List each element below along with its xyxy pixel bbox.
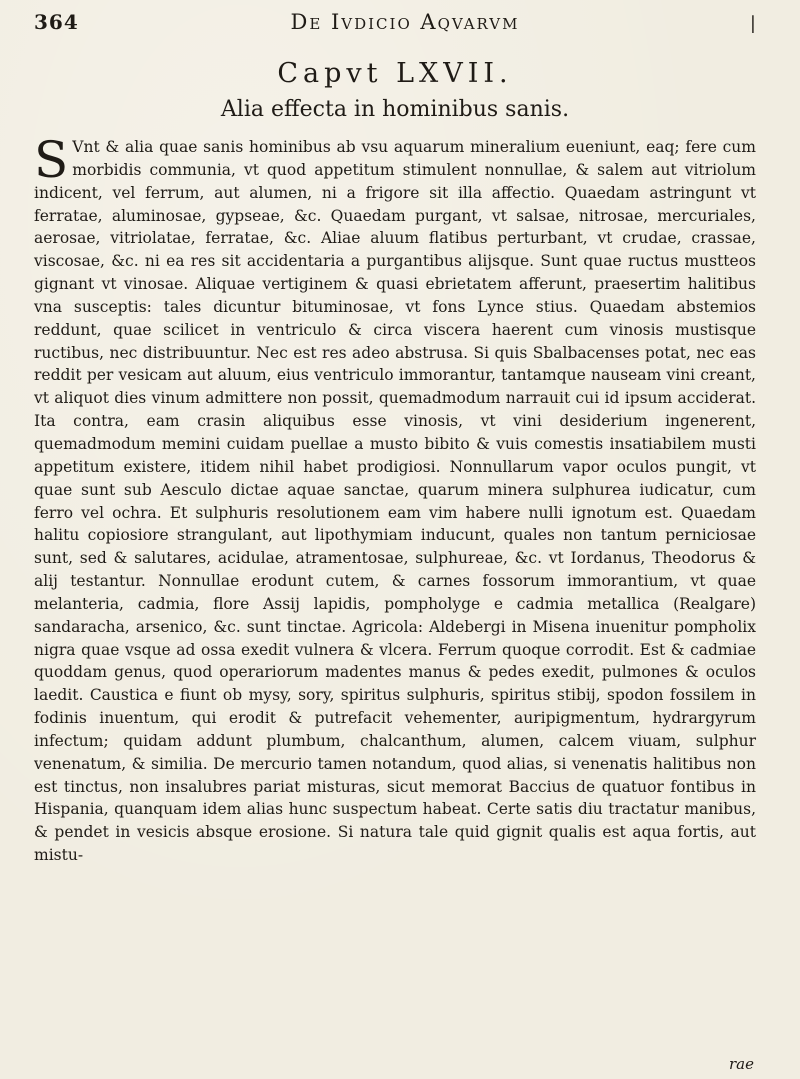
running-title: De Ivdicio Aqvarvm <box>290 10 520 34</box>
paragraph <box>34 131 756 867</box>
paragraph-text: Vnt & alia quae sanis hominibus ab vsu aquarum mineralium eueniunt, eaq; fere cum morbidis communia, vt quod appetitum stimulent nonnullae, & salem aut vitriolum indicent, vel ferrum, aut alumen, ni a frigore sit illa affectio. Quaedam astringunt vt ferratae, aluminosae, gypseae, &c. Quaedam purgant, vt salsae, nitrosae, mercuriales, aerosae, vitriolatae, ferratae, &c. Aliae aluum flatibus perturbant, vt crudae, crassae, viscosae, &c. ni ea res sit accidentaria a purgantibus alijsque. Sunt quae ructus mustteos gignant vt vinosae. Aliquae vertiginem & quasi ebrietatem afferunt, praesertim halitibus vna susceptis: tales dicuntur bituminosae, vt fons Lynce stius. Quaedam abstemios reddunt, quae scilicet in ventriculo & circa viscera haerent cum vinosis mustisque ructibus, nec distribuuntur. Nec est res adeo abstrusa. Si quis Sbalbacenses potat, nec eas reddit per vesicam aut aluum, eius ventriculo immorantur, tantamque nauseam vini creant, vt aliquot dies vinum admittere non possit, quemadmodum narrauit cui id ipsum acciderat. Ita contra, eam crasin aliquibus esse vinosis, vt vini desiderium ingenerent, quemadmodum memini cuidam puellae a musto bibito & vuis comestis insatiabilem musti appetitum existere, itidem nihil habet prodigiosi. Nonnullarum vapor oculos pungit, vt quae sunt sub Aesculo dictae aquae sanctae, quarum minera sulphurea iudicatur, cum ferro vel ochra. Et sulphuris resolutionem eam vim habere nulli ignotum est. Quaedam halitu copiosiore strangulant, aut lipothymiam inducunt, quales non tantum perniciosae sunt, sed & salutares, acidulae, atramentosae, sulphureae, &c. vt Iordanus, Theodorus & alij testantur. Nonnullae erodunt cutem, & carnes fossorum immorantium, vt quae melanteria, cadmia, flore Assij lapidis, pompholyge e cadmia metallica (Realgare) sandaracha, arsenico, &c. sunt tinctae. Agricola: Aldebergi in Misena inuenitur pompholix nigra quae vsque ad ossa exedit vulnera & vlcera. Ferrum quoque corrodit. Est & cadmiae quoddam genus, quod operariorum madentes manus & pedes exedit, pulmones & oculos laedit. Caustica e fiunt ob mysy, sory, spiritus sulphuris, spiritus stibij, spodon fossilem in fodinis inuentum, qui erodit & putrefacit vehementer, auripigmentum, hydrargyrum infectum; quidam addunt plumbum, chalcanthum, alumen, calcem viuam, sulphur venenatum, & similia. De mercurio tamen notandum, quod alias, si venenatis halitibus non est tinctus, non insalubres pariat misturas, sicut memorat Baccius de quatuor fontibus in Hispania, quanquam idem alias hunc suspectum habeat. Certe satis diu tractatur manibus, & pendet in vesicis absque erosione. Si natura tale quid gignit qualis est aqua fortis, aut mistu- <box>34 138 756 865</box>
chapter-heading: Capvt LXVII. <box>277 58 513 89</box>
drop-cap: S <box>34 131 69 189</box>
corner-mark: | <box>749 13 756 34</box>
chapter-subtitle: Alia effecta in hominibus sanis. <box>220 97 570 122</box>
catchword: rae <box>729 1055 754 1073</box>
running-head <box>34 10 756 40</box>
body-text <box>34 131 756 867</box>
page-number: 364 <box>34 10 79 34</box>
